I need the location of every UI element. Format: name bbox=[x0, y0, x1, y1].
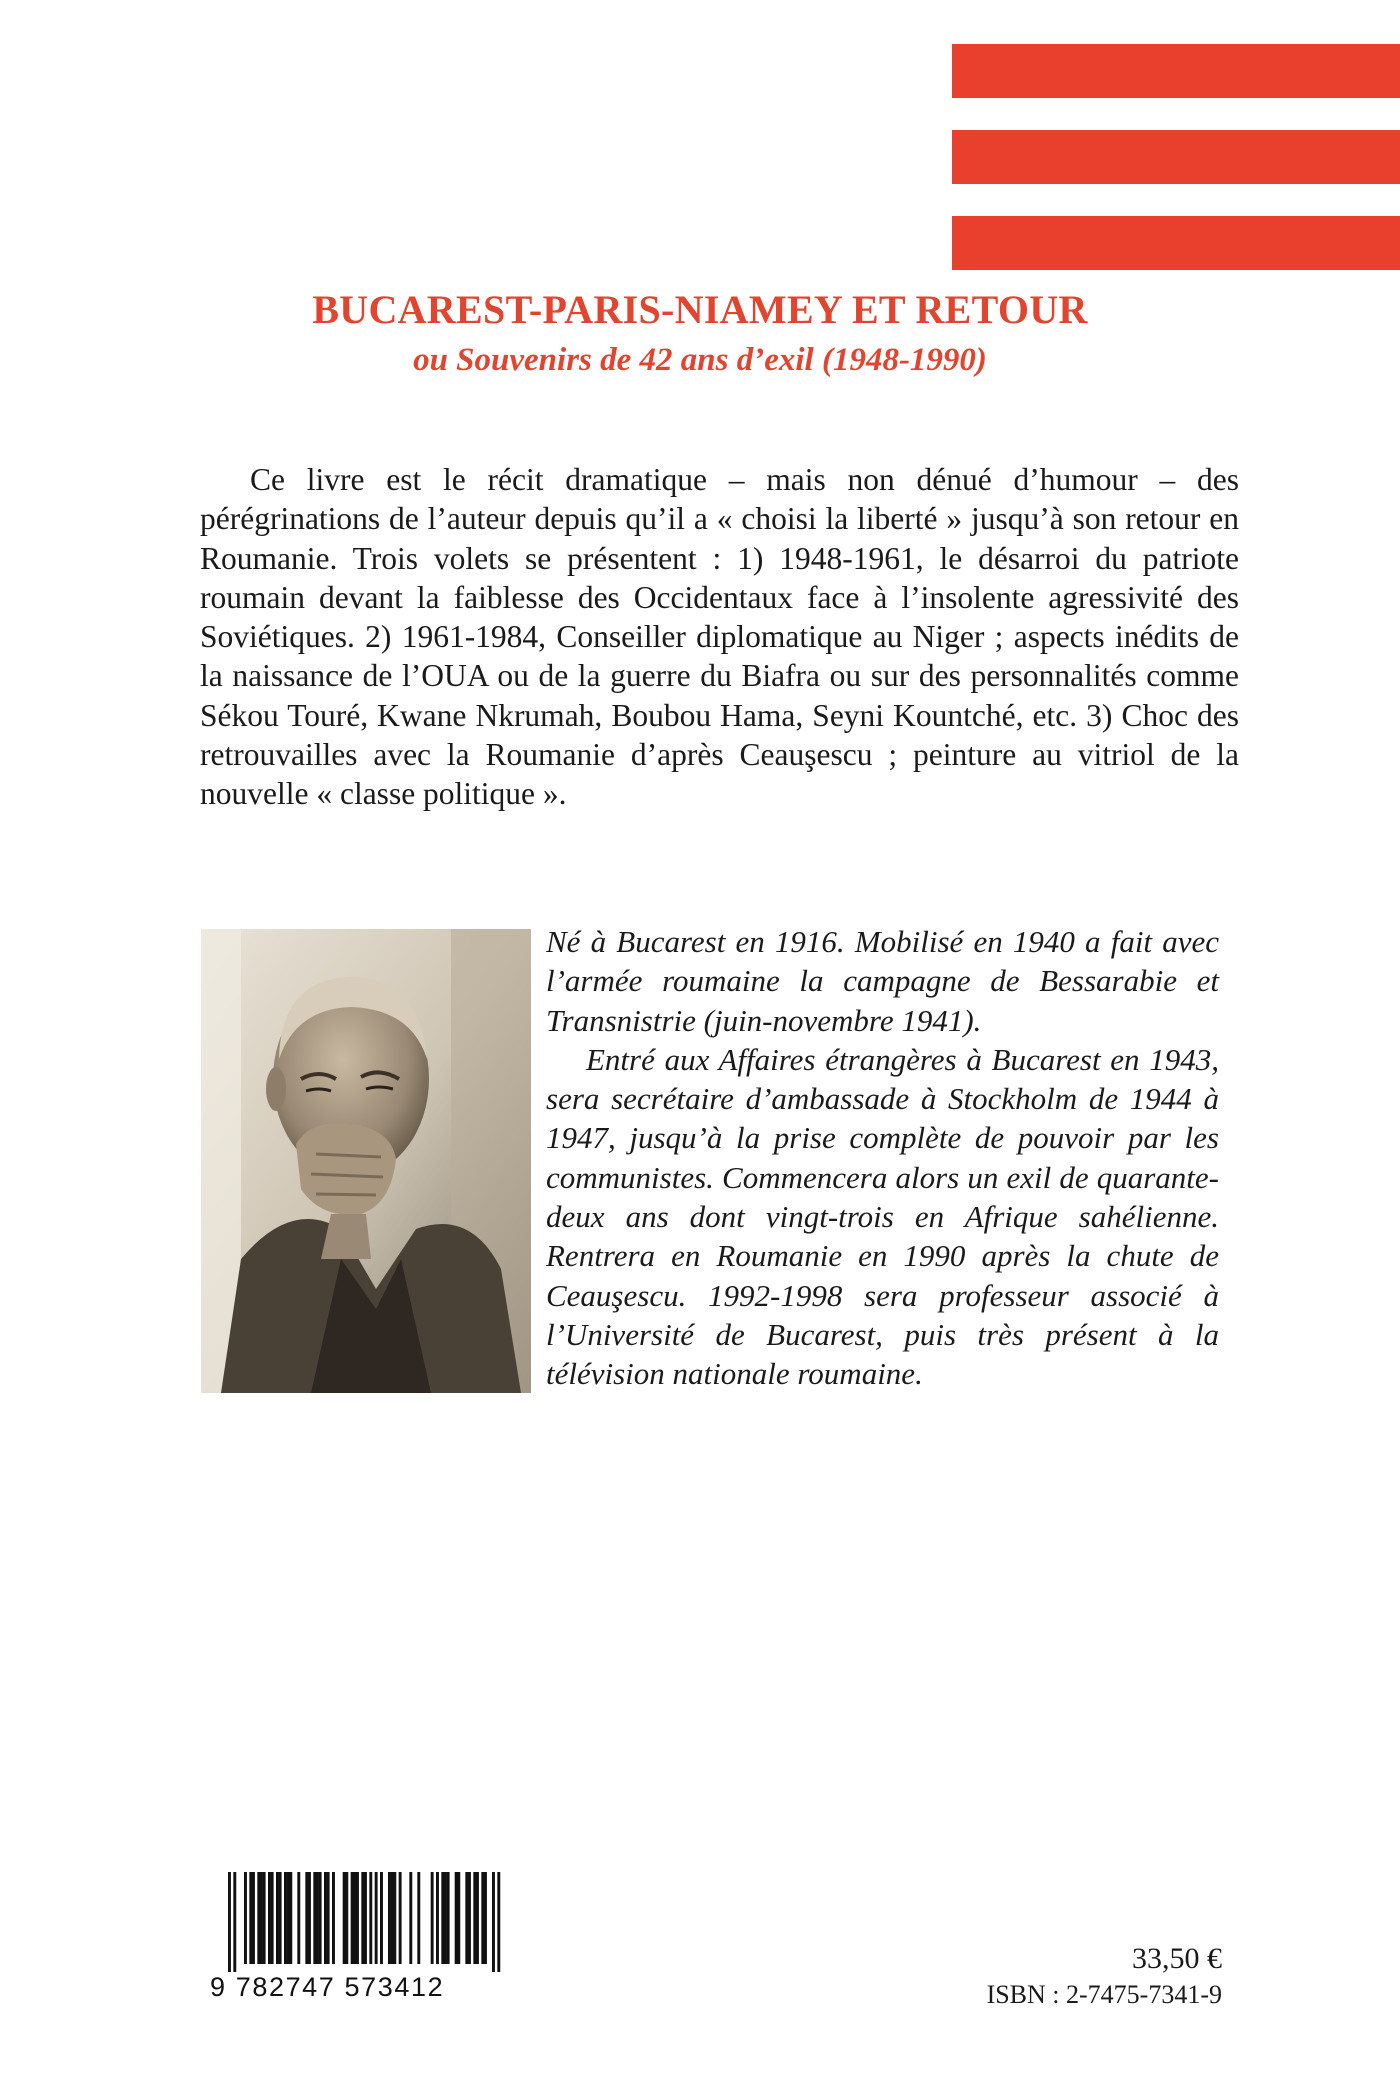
bio-paragraph-2: Entré aux Affaires étrangères à Bucarest en 1943, sera secrétaire d’ambassade à Stockholm de 1944 à 1947, jusqu’à la prise complète de pouvoir par les communistes. Commencera alors un exil de quarante-deux ans dont vingt-trois en Afrique sahélienne. Rentrera en Roumanie en 1990 après la chute de Ceauşescu. 1992-1998 sera professeur associé à l’Université de Bucarest, puis très présent à la télévision nationale roumaine. bbox=[546, 1041, 1219, 1392]
red-stripe-top bbox=[952, 44, 1400, 98]
barcode-digits: 9 782747 573412 bbox=[210, 1972, 445, 2002]
book-title: BUCAREST-PARIS-NIAMEY ET RETOUR bbox=[312, 287, 1088, 332]
red-stripe-bottom bbox=[952, 216, 1400, 270]
author-biography bbox=[546, 922, 1219, 1394]
price: 33,50 € bbox=[1132, 1942, 1222, 1975]
barcode-bars bbox=[210, 1872, 506, 1972]
red-stripe-middle bbox=[952, 130, 1400, 184]
book-summary: Ce livre est le récit dramatique – mais non dénué d’humour – des pérégrinations de l’auteur depuis qu’il a « choisi la liberté » jusqu’à son retour en Roumanie. Trois volets se présentent : 1) 1948-1961, le désarroi du patriote roumain devant la faiblesse des Occidentaux face à l’insolente agressivité des Soviétiques. 2) 1961-1984, Conseiller diplomatique au Niger ; aspects inédits de la naissance de l’OUA ou de la guerre du Biafra ou sur des personnalités comme Sékou Touré, Kwane Nkrumah, Boubou Hama, Seyni Kountché, etc. 3) Choc des retrouvailles avec la Roumanie d’après Ceauşescu ; peinture au vitriol de la nouvelle « classe politique ». bbox=[200, 462, 1239, 812]
bio-paragraph-1: Né à Bucarest en 1916. Mobilisé en 1940 a fait avec l’armée roumaine la campagne de Bessarabie et Transnistrie (juin-novembre 1941). bbox=[546, 924, 1219, 1038]
barcode bbox=[210, 1872, 506, 2010]
author-photo bbox=[201, 929, 531, 1393]
book-subtitle: ou Souvenirs de 42 ans d’exil (1948-1990) bbox=[413, 342, 987, 378]
isbn: ISBN : 2-7475-7341-9 bbox=[986, 1980, 1222, 2009]
